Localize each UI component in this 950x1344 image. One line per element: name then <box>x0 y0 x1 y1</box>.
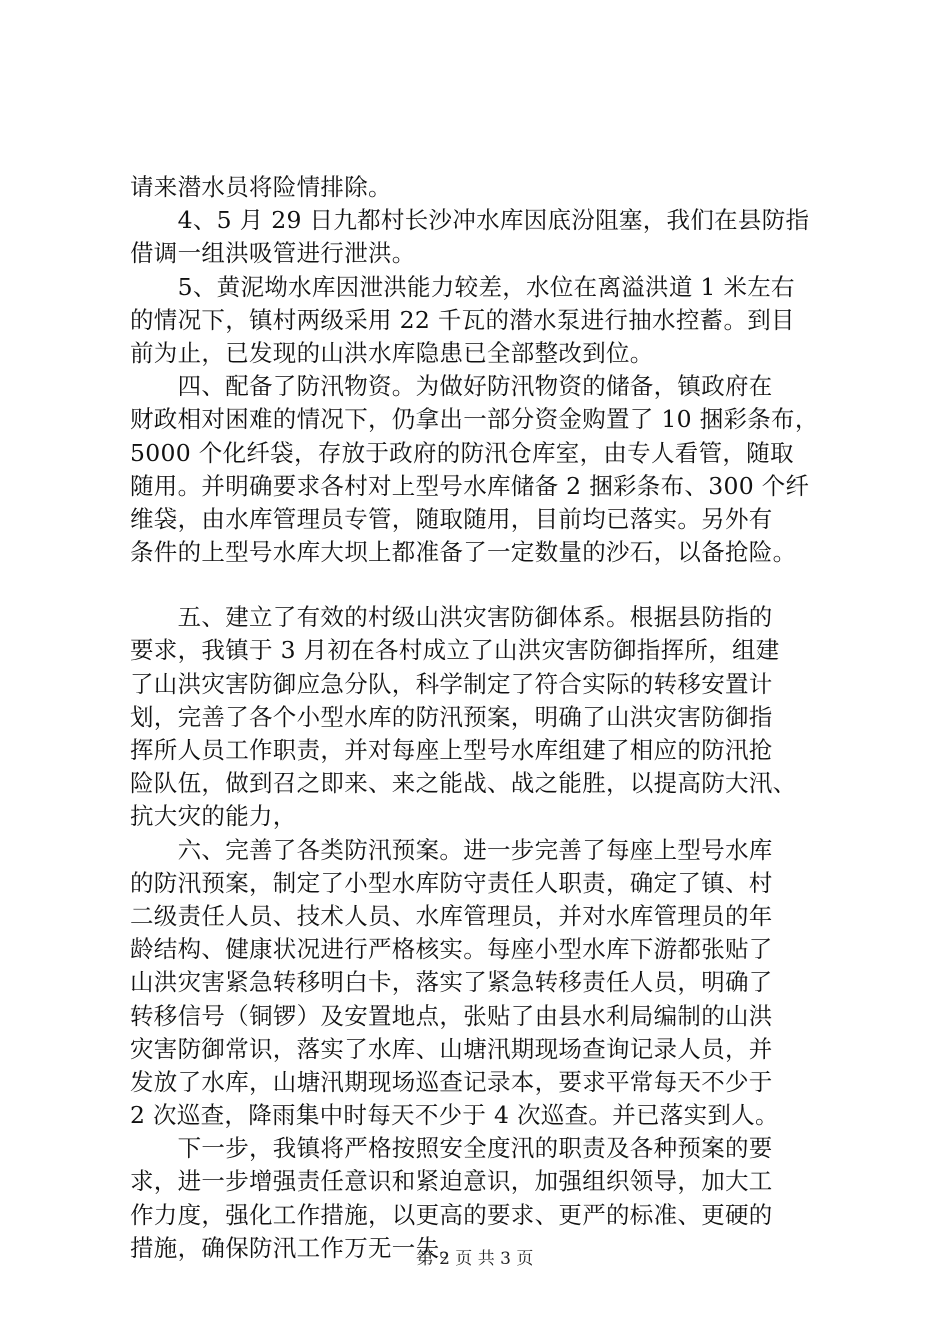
text-line: 二级责任人员、技术人员、水库管理员，并对水库管理员的年 <box>130 901 773 930</box>
page-number-label: 第 2 页 共 3 页 <box>416 1249 534 1269</box>
text-line: 的情况下，镇村两级采用 22 千瓦的潜水泵进行抽水控蓄。到目 <box>130 305 795 334</box>
text-line: 借调一组洪吸管进行泄洪。 <box>130 239 416 268</box>
text-line: 5000 个化纤袋，存放于政府的防汛仓库室，由专人看管，随取 <box>130 438 794 467</box>
text-line: 六、完善了各类防汛预案。进一步完善了每座上型号水库 <box>130 835 773 864</box>
text-line: 发放了水库，山塘汛期现场巡查记录本，要求平常每天不少于 <box>130 1067 773 1096</box>
text-line: 条件的上型号水库大坝上都准备了一定数量的沙石，以备抢险。 <box>130 538 797 567</box>
text-line: 灾害防御常识，落实了水库、山塘汛期现场查询记录人员，并 <box>130 1034 773 1063</box>
text-line: 险队伍，做到召之即来、来之能战、战之能胜，以提高防大汛、 <box>130 769 797 798</box>
text-line: 5、黄泥坳水库因泄洪能力较差，水位在离溢洪道 1 米左右 <box>130 272 795 301</box>
text-line: 四、配备了防汛物资。为做好防汛物资的储备，镇政府在 <box>130 372 773 401</box>
text-line: 山洪灾害紧急转移明白卡，落实了紧急转移责任人员，明确了 <box>130 968 773 997</box>
text-line: 2 次巡查，降雨集中时每天不少于 4 次巡查。并已落实到人。 <box>130 1101 779 1130</box>
text-line: 抗大灾的能力， <box>130 802 297 831</box>
text-line: 财政相对困难的情况下，仍拿出一部分资金购置了 10 捆彩条布， <box>130 405 819 434</box>
text-line: 了山洪灾害防御应急分队，科学制定了符合实际的转移安置计 <box>130 669 773 698</box>
text-line: 作力度，强化工作措施，以更高的要求、更严的标准、更硬的 <box>130 1200 773 1229</box>
text-line: 前为止，已发现的山洪水库隐患已全部整改到位。 <box>130 338 654 367</box>
paragraph-gap <box>130 569 830 601</box>
text-line: 随用。并明确要求各村对上型号水库储备 2 捆彩条布、300 个纤 <box>130 471 810 500</box>
text-line: 要求，我镇于 3 月初在各村成立了山洪灾害防御指挥所，组建 <box>130 636 780 665</box>
text-line: 龄结构、健康状况进行严格核实。每座小型水库下游都张贴了 <box>130 935 773 964</box>
text-line: 求，进一步增强责任意识和紧迫意识，加强组织领导，加大工 <box>130 1167 773 1196</box>
text-line: 的防汛预案，制定了小型水库防守责任人职责，确定了镇、村 <box>130 868 773 897</box>
body-text <box>130 171 830 1265</box>
text-line: 措施，确保防汛工作万无一失。 <box>130 1233 464 1262</box>
page-footer <box>0 1244 950 1269</box>
text-line: 4、5 月 29 日九都村长沙冲水库因底汾阻塞，我们在县防指 <box>130 206 810 235</box>
text-line: 划，完善了各个小型水库的防汛预案，明确了山洪灾害防御指 <box>130 702 773 731</box>
text-line: 下一步，我镇将严格按照安全度汛的职责及各种预案的要 <box>130 1134 773 1163</box>
text-line: 五、建立了有效的村级山洪灾害防御体系。根据县防指的 <box>130 603 773 632</box>
text-line: 维袋，由水库管理员专管，随取随用，目前均已落实。另外有 <box>130 504 773 533</box>
text-line: 转移信号（铜锣）及安置地点，张贴了由县水利局编制的山洪 <box>130 1001 773 1030</box>
text-line: 请来潜水员将险情排除。 <box>130 173 392 201</box>
text-line: 挥所人员工作职责，并对每座上型号水库组建了相应的防汛抢 <box>130 736 773 764</box>
